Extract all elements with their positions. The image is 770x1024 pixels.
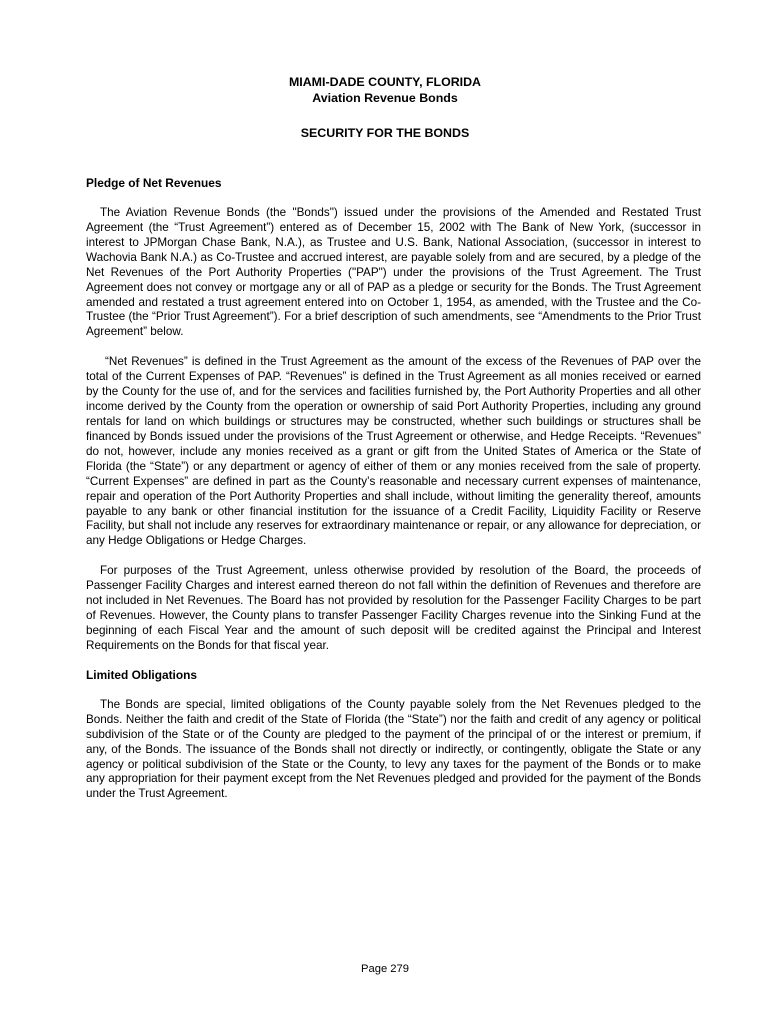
paragraph: “Net Revenues” is defined in the Trust Agreement as the amount of the excess of the Revenues of PAP over the total of the Current Expenses of PAP. “Revenues” is defined in the Trust Agreement as all monies received or earned by the County for the use of, and for the services and facilities furnished by, the Port Authority Properties and all other income derived by the County from the operation or ownership of said Port Authority Properties, including any ground rentals for land on which buildings or structures may be constructed, whether such buildings or structures shall be financed by Bonds issued under the provisions of the Trust Agreement or otherwise, and Hedge Receipts. “Revenues” do not, however, include any monies received as a grant or gift from the United States of America or the State of Florida (the “State”) or any department or agency of either of them or any monies received from the sale of property. “Current Expenses” are defined in part as the County’s reasonable and necessary current expenses of maintenance, repair and operation of the Port Authority Properties and shall include, without limiting the generality thereof, amounts payable to any bank or other financial institution for the issuance of a Credit Facility, Liquidity Facility or Reserve Facility, but shall not include any reserves for extraordinary maintenance or repair, or any allowance for depreciation, or any Hedge Obligations or Hedge Charges. bbox=[86, 355, 701, 548]
heading-pledge-of-net-revenues: Pledge of Net Revenues bbox=[86, 176, 222, 190]
heading-limited-obligations: Limited Obligations bbox=[86, 667, 197, 682]
paragraph: For purposes of the Trust Agreement, unless otherwise provided by resolution of the Board, the proceeds of Passenger Facility Charges and interest earned thereon do not fall within the definition of Revenues and therefore are not included in Net Revenues. The Board has not provided by resolution for the Passenger Facility Charges to be part of Revenues. However, the County plans to transfer Passenger Facility Charges revenue into the Sinking Fund at the beginning of each Fiscal Year and the amount of such deposit will be credited against the Principal and Interest Requirements on the Bonds for that fiscal year. bbox=[86, 564, 701, 652]
bond-title: Aviation Revenue Bonds bbox=[312, 91, 458, 105]
paragraph: The Bonds are special, limited obligations of the County payable solely from the Net Revenues pledged to the Bonds. Neither the faith and credit of the State of Florida (the “State”) nor the faith and credit of any agency or political subdivision of the State or of the County are pledged to the payment of the principal of or the interest or premium, if any, of the Bonds. The issuance of the Bonds shall not directly or indirectly, or contingently, obligate the State or any agency or political subdivision of the State or the County, to levy any taxes for the payment of the Bonds or to make any appropriation for their payment except from the Net Revenues pledged and provided for the payment of the Bonds under the Trust Agreement. bbox=[86, 697, 701, 801]
county-title: MIAMI-DADE COUNTY, FLORIDA bbox=[288, 75, 482, 89]
page-number: Page 279 bbox=[361, 963, 409, 975]
paragraph: The Aviation Revenue Bonds (the "Bonds") issued under the provisions of the Amended and Restated Trust Agreement (the “Trust Agreement”) entered as of December 15, 2002 with The Bank of New York, (successor in interest to JPMorgan Chase Bank, N.A.), as Trustee and U.S. Bank, National Association, (successor in interest to Wachovia Bank N.A.) as Co-Trustee and accrued interest, are payable solely from and are secured, by a pledge of the Net Revenues of the Port Authority Properties ("PAP") under the provisions of the Trust Agreement. The Trust Agreement does not convey or mortgage any or all of PAP as a pledge or security for the Bonds. The Trust Agreement amended and restated a trust agreement entered into on October 1, 1954, as amended, with the Trustee and the Co-Trustee (the “Prior Trust Agreement”). For a brief description of such amendments, see “Amendments to the Prior Trust Agreement” below. bbox=[86, 206, 701, 339]
section-title: SECURITY FOR THE BONDS bbox=[300, 126, 470, 140]
document-body bbox=[86, 176, 701, 802]
document-header bbox=[0, 74, 770, 141]
